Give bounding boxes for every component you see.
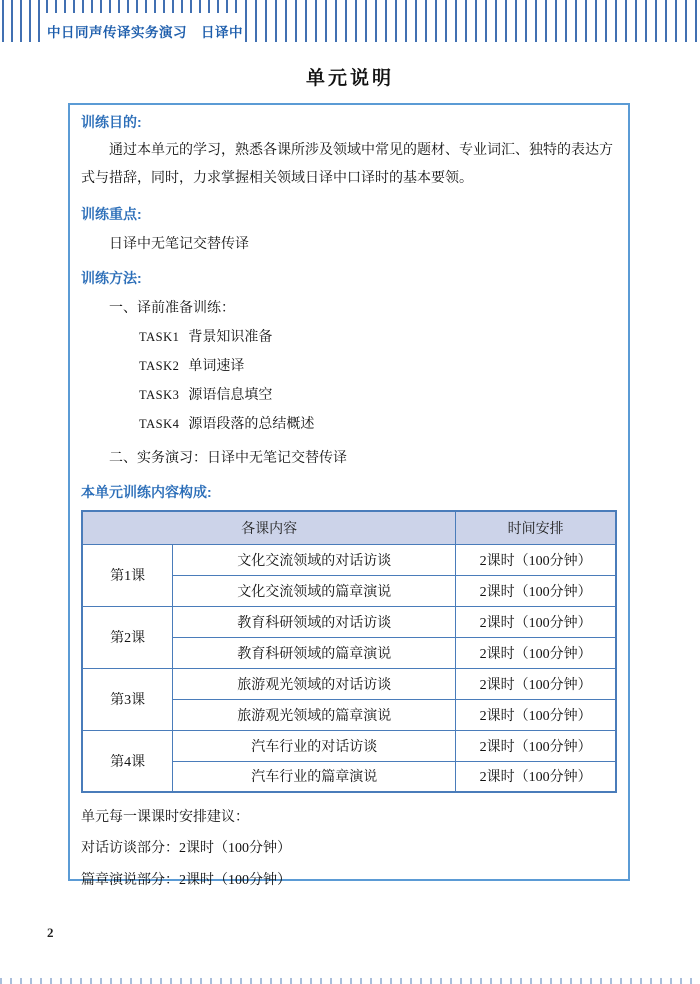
- method-item-1: 一、译前准备训练：: [109, 301, 235, 316]
- content-cell: 文化交流领域的篇章演说: [173, 575, 456, 606]
- table-row: [82, 544, 616, 575]
- purpose-heading: 训练目的:: [81, 114, 142, 130]
- time-cell: 2课时（100分钟）: [456, 575, 616, 606]
- page-header: [0, 0, 700, 44]
- task-item: [81, 381, 617, 410]
- column-header-time: 时间安排: [456, 511, 616, 544]
- focus-heading: 训练重点:: [81, 206, 142, 222]
- table-header-row: [82, 511, 616, 544]
- content-cell: 文化交流领域的对话访谈: [173, 544, 456, 575]
- time-cell: 2课时（100分钟）: [456, 637, 616, 668]
- time-cell: 2课时（100分钟）: [456, 606, 616, 637]
- page-number: 2: [47, 925, 54, 940]
- table-row: [82, 730, 616, 761]
- composition-heading: 本单元训练内容构成:: [81, 484, 212, 500]
- lesson-cell: 第4课: [82, 730, 173, 792]
- header-stripes-left-icon: [2, 0, 40, 42]
- content-cell: 教育科研领域的篇章演说: [173, 637, 456, 668]
- content-cell: 旅游观光领域的对话访谈: [173, 668, 456, 699]
- purpose-paragraph: 通过本单元的学习，熟悉各课所涉及领域中常见的题材、专业词汇、独特的表达方式与措辞，同时，力求掌握相关领域日译中口译时的基本要领。: [81, 143, 613, 186]
- task-item: [81, 410, 617, 439]
- suggestion-heading: 单元每一课课时安排建议：: [81, 810, 249, 825]
- content-cell: 旅游观光领域的篇章演说: [173, 699, 456, 730]
- column-header-content: 各课内容: [82, 511, 456, 544]
- table-row: [82, 668, 616, 699]
- task-tag: TASK4: [139, 417, 180, 431]
- content-cell: 汽车行业的对话访谈: [173, 730, 456, 761]
- task-label: 源语信息填空: [188, 388, 273, 403]
- lesson-cell: 第1课: [82, 544, 173, 606]
- time-cell: 2课时（100分钟）: [456, 544, 616, 575]
- time-cell: 2课时（100分钟）: [456, 730, 616, 761]
- content-cell: 汽车行业的篇章演说: [173, 761, 456, 792]
- page-title: 单元说明: [305, 68, 394, 89]
- task-item: [81, 352, 617, 381]
- task-label: 背景知识准备: [188, 330, 273, 345]
- table-row: [82, 606, 616, 637]
- task-tag: TASK2: [139, 359, 180, 373]
- method-heading: 训练方法:: [81, 270, 142, 286]
- time-cell: 2课时（100分钟）: [456, 699, 616, 730]
- book-title: 中日同声传译实务演习 日译中: [47, 25, 243, 40]
- footer-stripes-icon: [0, 978, 700, 984]
- unit-description-box: [68, 103, 630, 888]
- task-label: 源语段落的总结概述: [188, 417, 315, 432]
- lesson-cell: 第2课: [82, 606, 173, 668]
- content-cell: 教育科研领域的对话访谈: [173, 606, 456, 637]
- task-tag: TASK3: [139, 388, 180, 402]
- suggestion-item: 对话访谈部分：2课时（100分钟）: [81, 841, 291, 856]
- task-label: 单词速译: [188, 359, 245, 374]
- time-cell: 2课时（100分钟）: [456, 668, 616, 699]
- lesson-cell: 第3课: [82, 668, 173, 730]
- method-item-2: 二、实务演习：日译中无笔记交替传译: [109, 451, 347, 466]
- suggestion-item: 篇章演说部分：2课时（100分钟）: [81, 873, 291, 888]
- header-stripes-middle-icon: [46, 0, 244, 13]
- time-cell: 2课时（100分钟）: [456, 761, 616, 792]
- training-content-table: [81, 510, 617, 793]
- task-item: [81, 323, 617, 352]
- focus-text: 日译中无笔记交替传译: [109, 237, 249, 252]
- header-stripes-right-icon: [245, 0, 700, 42]
- task-tag: TASK1: [139, 330, 180, 344]
